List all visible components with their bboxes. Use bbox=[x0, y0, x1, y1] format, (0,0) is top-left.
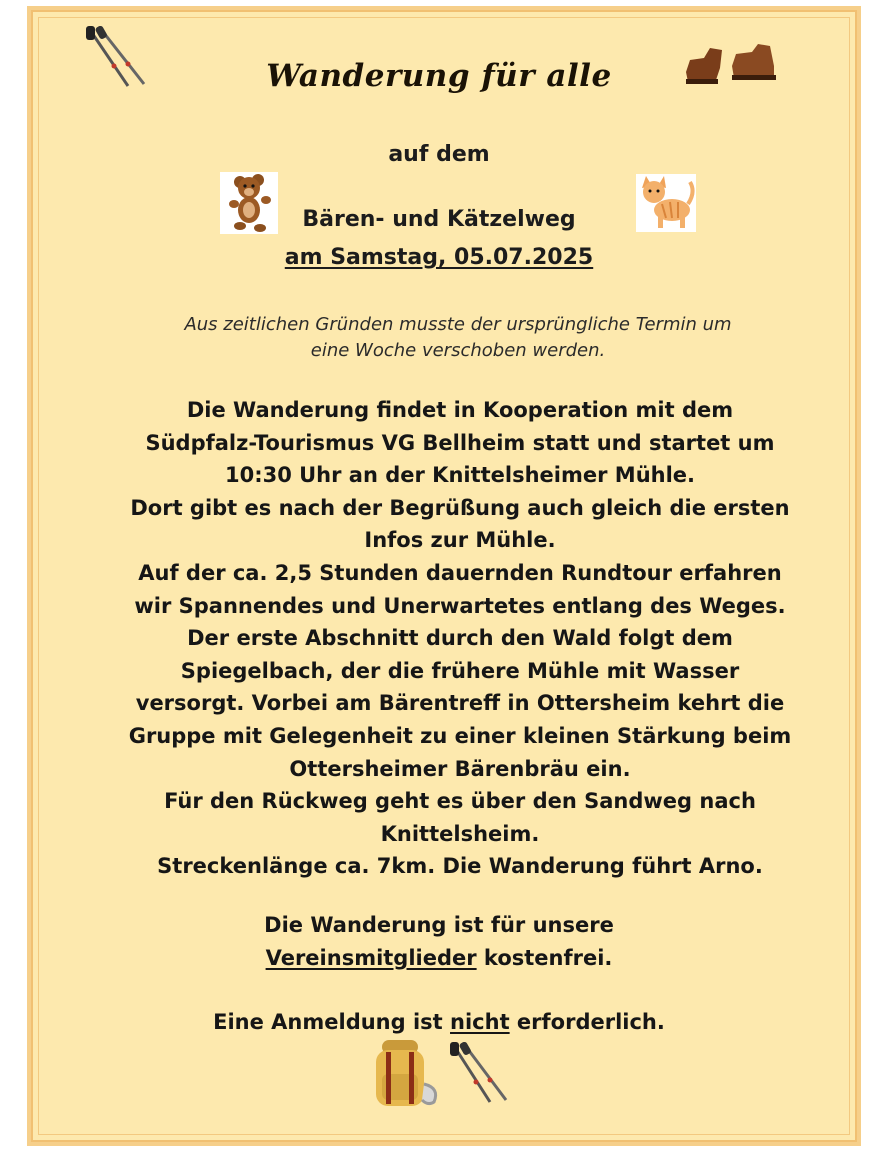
trail-name: Bären- und Kätzelweg bbox=[302, 207, 576, 232]
description-line: versorgt. Vorbei am Bärentreff in Ottersheim kehrt die bbox=[135, 691, 785, 716]
description-line: 10:30 Uhr an der Knittelsheimer Mühle. bbox=[224, 463, 696, 488]
description-line: Streckenlänge ca. 7km. Die Wanderung führt Arno. bbox=[157, 854, 763, 879]
description-line: Südpfalz-Tourismus VG Bellheim statt und startet um bbox=[145, 430, 775, 455]
description-line: Spiegelbach, der die frühere Mühle mit Wasser bbox=[180, 658, 740, 683]
free-notice-line2 bbox=[0, 946, 878, 970]
description-line: Infos zur Mühle. bbox=[364, 528, 556, 553]
registration-prefix: Eine Anmeldung ist bbox=[213, 1010, 451, 1034]
note-line: Aus zeitlichen Gründen musste der ursprüngliche Termin um bbox=[184, 314, 732, 335]
note-line: eine Woche verschoben werden. bbox=[310, 340, 606, 361]
free-notice-line1: Die Wanderung ist für unsere bbox=[264, 913, 614, 937]
registration-not: nicht bbox=[450, 1010, 510, 1034]
members-text: Vereinsmitglieder bbox=[265, 946, 477, 970]
description-line: Knittelsheim. bbox=[380, 821, 540, 846]
subtitle-on-the: auf dem bbox=[388, 142, 490, 167]
description-line: Die Wanderung findet in Kooperation mit dem bbox=[186, 398, 734, 422]
description-line: Auf der ca. 2,5 Stunden dauernden Rundtour erfahren bbox=[138, 560, 782, 585]
backpack-icon bbox=[368, 1036, 444, 1112]
description-line: Der erste Abschnitt durch den Wald folgt dem bbox=[187, 626, 733, 651]
description-line: wir Spannendes und Unerwartetes entlang des Weges. bbox=[134, 593, 786, 618]
event-date: am Samstag, 05.07.2025 bbox=[284, 245, 594, 270]
registration-suffix: erforderlich. bbox=[509, 1010, 665, 1034]
description-text bbox=[60, 394, 860, 883]
description-line: Dort gibt es nach der Begrüßung auch gleich die ersten bbox=[130, 495, 790, 520]
description-line: Für den Rückweg geht es über den Sandweg nach bbox=[164, 789, 756, 814]
postponement-note bbox=[90, 312, 826, 364]
description-line: Gruppe mit Gelegenheit zu einer kleinen Stärkung beim bbox=[128, 723, 792, 748]
flyer-title: Wanderung für alle bbox=[266, 58, 612, 94]
registration-notice bbox=[0, 1010, 878, 1034]
hiking-poles-icon bbox=[448, 1042, 514, 1106]
description-line: Ottersheimer Bärenbräu ein. bbox=[289, 756, 631, 781]
free-text: kostenfrei. bbox=[476, 946, 613, 970]
